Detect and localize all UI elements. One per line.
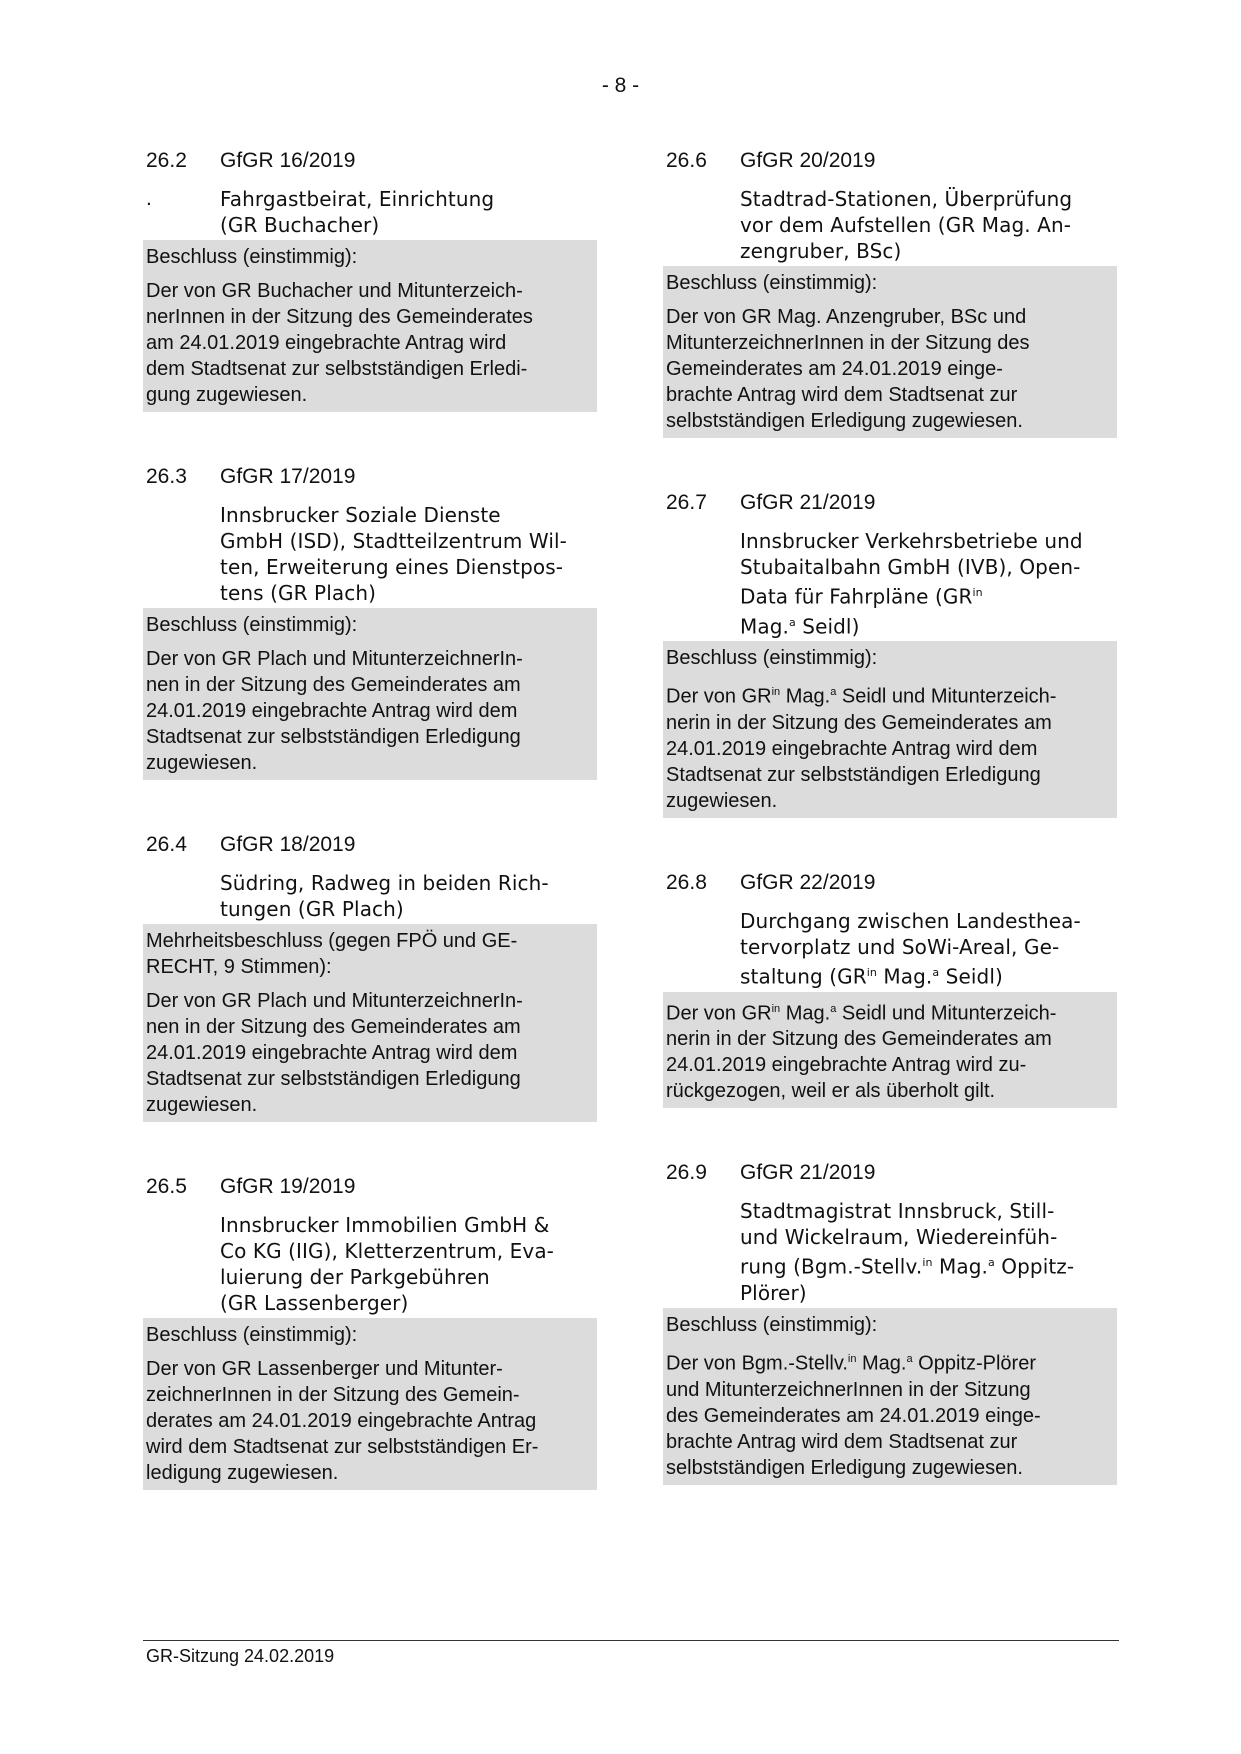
item-marker [146, 1212, 220, 1316]
item-reference: GfGR 20/2019 [740, 149, 876, 172]
resolution-text: Der von GR Lassenberger und Mitunter- zeichnerInnen in der Sitzung des Gemein- derates am 24.01.2019 eingebrachte Antrag wird dem Stadtsenat zur selbstständigen Er- ledigung zugewiesen. [146, 1358, 539, 1484]
resolution-text: Der von Bgm.-Stellv.$^{in}$ Mag.$^a$ Oppitz-Plörer und MitunterzeichnerInnen in der Sitzung des Gemeinderates am 24.01.2019 einge- brachte Antrag wird dem Stadtsenat zur selbstständigen Erledigung zugewiesen. [666, 1352, 1041, 1479]
agenda-item [666, 490, 1117, 818]
resolution-text: Der von GR Plach und MitunterzeichnerIn- nen in der Sitzung des Gemeinderates am 24.01.2019 eingebrachte Antrag wird dem Stadtsenat zur selbstständigen Erledigung zugewiesen. [146, 648, 523, 774]
item-marker [666, 1198, 740, 1306]
resolution-text: Der von GR Mag. Anzengruber, BSc und MitunterzeichnerInnen in der Sitzung des Gemeinderates am 24.01.2019 einge- brachte Antrag wird dem Stadtsenat zur selbstständigen Erledigung zugewiesen. [666, 306, 1030, 432]
item-reference: GfGR 19/2019 [220, 1175, 356, 1198]
item-header [146, 832, 597, 858]
decision-label: Beschluss (einstimmig): [146, 246, 358, 268]
right-column [666, 148, 1117, 1537]
item-reference: GfGR 22/2019 [740, 870, 876, 894]
decision-label: Beschluss (einstimmig): [666, 647, 878, 670]
item-title: Durchgang zwischen Landesthea- tervorplatz und SoWi-Areal, Ge- staltung ($GR^{in}$ Mag.$^a$ Seidl) [740, 908, 1081, 989]
resolution-box [143, 924, 597, 1122]
agenda-item [146, 148, 597, 412]
item-title-row [666, 186, 1117, 264]
item-marker [666, 908, 740, 990]
agenda-item [666, 148, 1117, 438]
item-title-row [666, 1198, 1117, 1306]
item-reference: GfGR 21/2019 [740, 1161, 876, 1185]
resolution-box [143, 1318, 597, 1490]
item-title-row [666, 528, 1117, 639]
item-reference: GfGR 18/2019 [220, 833, 356, 856]
item-marker [146, 870, 220, 922]
item-title: Innsbrucker Soziale Dienste GmbH (ISD), Stadtteilzentrum Wil- ten, Erweiterung eines Dienstpos- tens (GR Plach) [220, 503, 568, 605]
item-header [666, 1160, 1117, 1186]
agenda-item [666, 870, 1117, 1108]
item-header [666, 148, 1117, 174]
item-title: Stadtrad-Stationen, Überprüfung vor dem Aufstellen (GR Mag. An- zengruber, BSc) [740, 187, 1073, 263]
item-number: 26.2 [146, 149, 187, 172]
decision-label: Beschluss (einstimmig): [666, 272, 878, 294]
item-number: 26.9 [666, 1161, 707, 1185]
item-title: Innsbrucker Verkehrsbetriebe und Stubaitalbahn GmbH (IVB), Open- Data für Fahrpläne ($GR^{in}$ Mag.$^a$ Seidl) [740, 529, 1083, 639]
item-reference: GfGR 21/2019 [740, 491, 876, 514]
resolution-box [663, 266, 1117, 438]
item-number: 26.4 [146, 833, 187, 856]
item-number: 26.8 [666, 870, 707, 894]
resolution-box [663, 641, 1117, 818]
item-header [146, 464, 597, 490]
item-number: 26.6 [666, 149, 707, 172]
agenda-item [666, 1160, 1117, 1484]
item-header [666, 870, 1117, 896]
footer-divider [143, 1640, 1119, 1641]
item-title: Südring, Radweg in beiden Rich- tungen (GR Plach) [220, 871, 549, 921]
item-title-row [666, 908, 1117, 990]
resolution-box [663, 1308, 1117, 1485]
resolution-box [143, 240, 597, 412]
decision-label: Beschluss (einstimmig): [146, 1324, 358, 1346]
resolution-text: Der von GR Plach und MitunterzeichnerIn- nen in der Sitzung des Gemeinderates am 24.01.2019 eingebrachte Antrag wird dem Stadtsenat zur selbstständigen Erledigung zugewiesen. [146, 990, 523, 1116]
resolution-text: Der von GR Buchacher und Mitunterzeich- nerInnen in der Sitzung des Gemeinderates am 24.01.2019 eingebrachte Antrag wird dem Stadtsenat zur selbstständigen Erledi- gung zugewiesen. [146, 280, 533, 406]
left-column [146, 148, 597, 1542]
footer-text: GR-Sitzung 24.02.2019 [146, 1646, 335, 1666]
resolution-box [663, 992, 1117, 1109]
item-marker: . [146, 187, 152, 210]
page-number: - 8 - [601, 74, 640, 97]
item-header [146, 148, 597, 174]
item-title-row [146, 1212, 597, 1316]
resolution-text: Der von $GR^{in}$ Mag.$^a$ Seidl und Mitunterzeich- nerin in der Sitzung des Gemeinderates am 24.01.2019 eingebrachte Antrag wird dem Stadtsenat zur selbstständigen Erledigung zugewiesen. [666, 685, 1057, 812]
resolution-box [143, 608, 597, 780]
item-reference: GfGR 16/2019 [220, 149, 356, 172]
item-title-row [146, 502, 597, 606]
item-title: Fahrgastbeirat, Einrichtung (GR Buchacher) [220, 187, 495, 237]
decision-label: Mehrheitsbeschluss (gegen FPÖ und GE- RECHT, 9 Stimmen): [146, 930, 518, 978]
item-header [666, 490, 1117, 516]
item-title: Stadtmagistrat Innsbruck, Still- und Wickelraum, Wiedereinfüh- rung (Bgm.-Stellv.$^{in}$ Mag.$^a$ Oppitz- Plörer) [740, 1199, 1075, 1305]
decision-label: Beschluss (einstimmig): [666, 1313, 878, 1336]
item-number: 26.5 [146, 1175, 187, 1198]
item-header [146, 1174, 597, 1200]
item-title: Innsbrucker Immobilien GmbH & Co KG (IIG), Kletterzentrum, Eva- luierung der Parkgebühren (GR Lassenberger) [220, 1213, 554, 1315]
decision-label: Beschluss (einstimmig): [146, 614, 358, 636]
item-number: 26.3 [146, 465, 187, 488]
item-number: 26.7 [666, 491, 707, 514]
resolution-text: Der von $GR^{in}$ Mag.$^a$ Seidl und Mitunterzeich- nerin in der Sitzung des Gemeinderates am 24.01.2019 eingebrachte Antrag wird zu- rückgezogen, weil er als überholt gilt. [666, 1002, 1057, 1103]
item-title-row [146, 186, 597, 238]
item-marker [146, 502, 220, 606]
item-reference: GfGR 17/2019 [220, 465, 356, 488]
item-marker [666, 186, 740, 264]
item-title-row [146, 870, 597, 922]
agenda-item [146, 464, 597, 780]
agenda-item [146, 1174, 597, 1490]
item-marker [666, 528, 740, 639]
agenda-item [146, 832, 597, 1122]
